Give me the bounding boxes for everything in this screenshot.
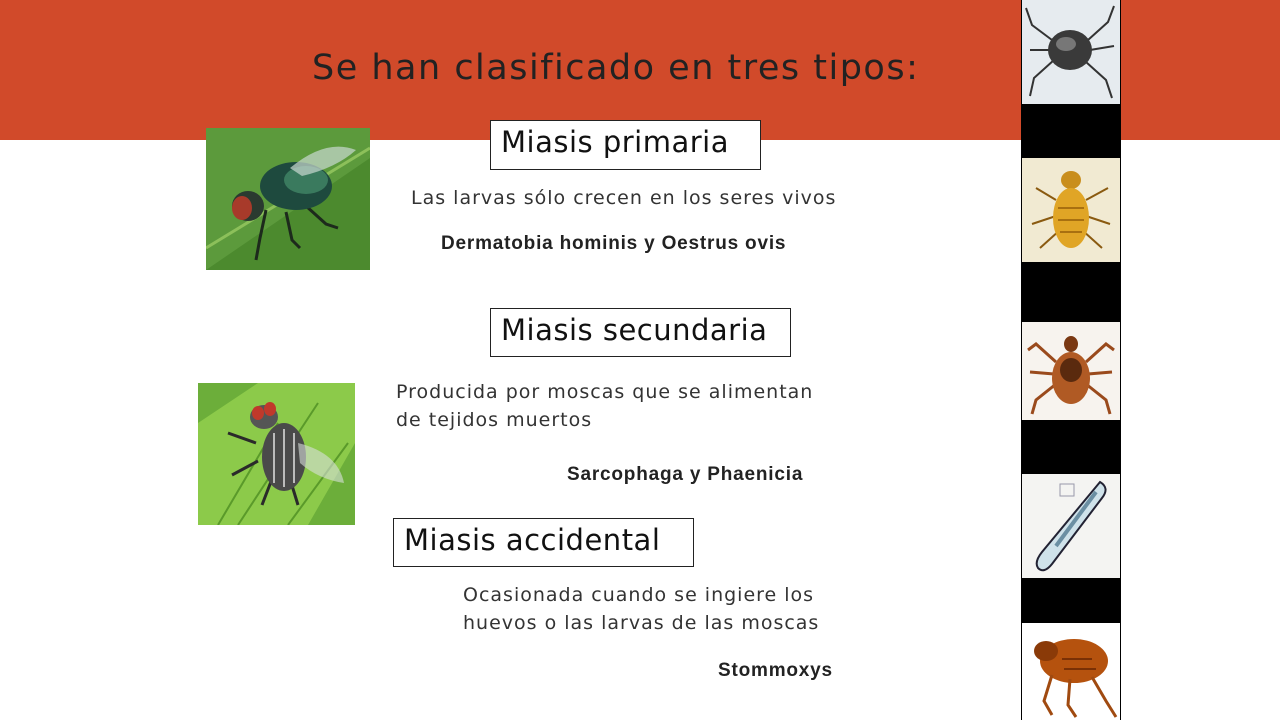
secondary-heading: Miasis secundaria xyxy=(490,308,791,357)
demodex-mite-image xyxy=(1022,474,1120,578)
accidental-species: Stommoxys xyxy=(718,660,833,681)
tick-image xyxy=(1022,322,1120,420)
secondary-description-line-2: de tejidos muertos xyxy=(396,409,593,431)
accidental-description xyxy=(463,581,819,637)
primary-species: Dermatobia hominis y Oestrus ovis xyxy=(441,233,787,254)
slide-title: Se han clasificado en tres tipos: xyxy=(312,48,920,88)
primary-description: Las larvas sólo crecen en los seres vivos xyxy=(411,187,837,209)
accidental-description-line-2: huevos o las larvas de las moscas xyxy=(463,612,820,634)
secondary-species: Sarcophaga y Phaenicia xyxy=(567,464,804,485)
accidental-heading: Miasis accidental xyxy=(393,518,694,567)
secondary-description-line-1: Producida por moscas que se alimentan xyxy=(396,381,814,403)
accidental-description-line-1: Ocasionada cuando se ingiere los xyxy=(463,584,815,606)
secondary-description xyxy=(396,378,813,434)
flea-image xyxy=(1022,623,1120,720)
mite-image xyxy=(1022,0,1120,104)
primary-heading: Miasis primaria xyxy=(490,120,761,170)
louse-image xyxy=(1022,158,1120,262)
green-bottle-fly-photo xyxy=(206,128,370,270)
flesh-fly-photo xyxy=(198,383,355,525)
